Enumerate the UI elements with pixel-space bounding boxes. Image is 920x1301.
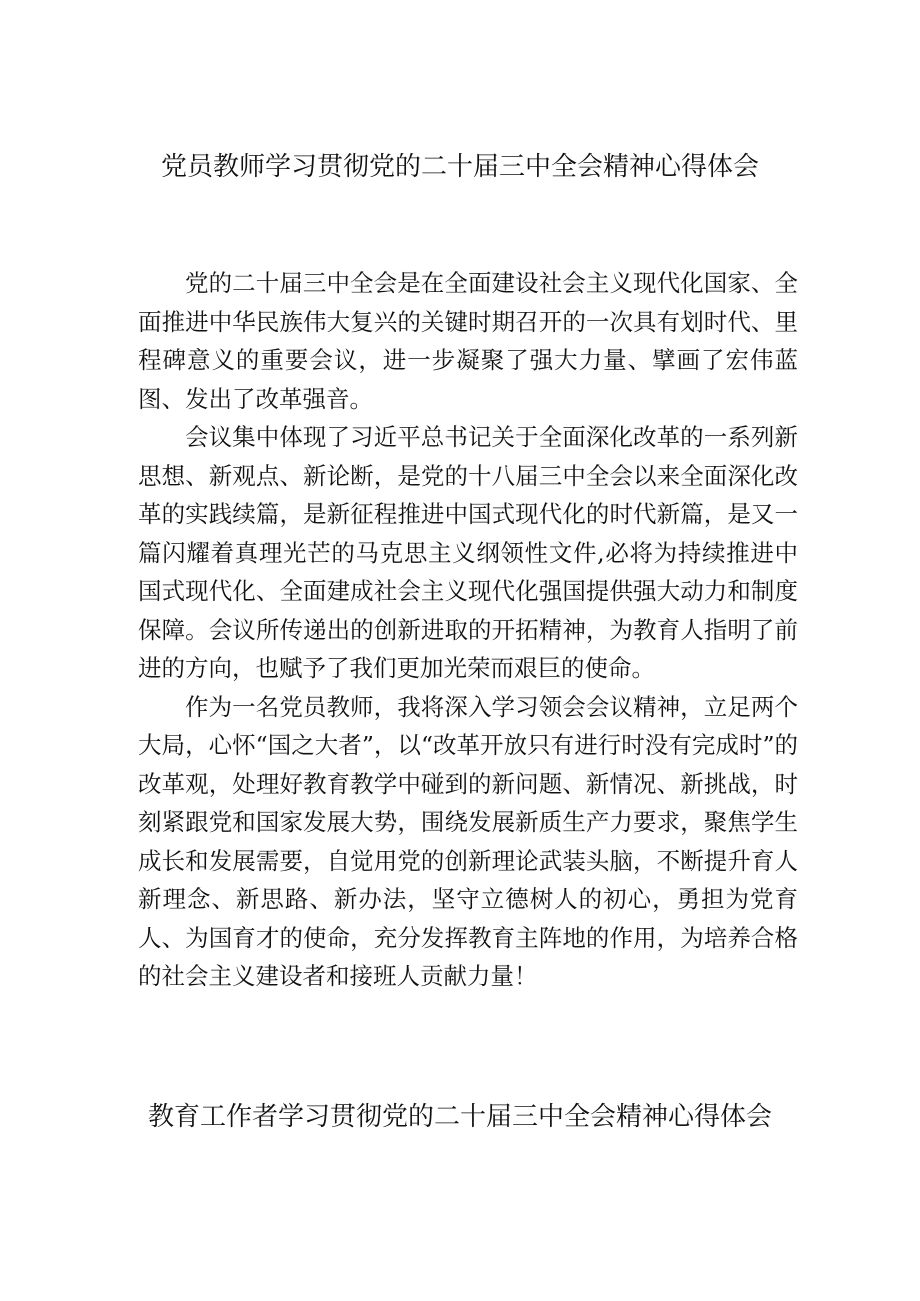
paragraph-1: 党的二十届三中全会是在全面建设社会主义现代化国家、全面推进中华民族伟大复兴的关键时期召开的一次具有划时代、里程碑意义的重要会议，进一步凝聚了强大力量、擘画了宏伟蓝图、发出了改革强音。 — [138, 269, 798, 413]
paragraph-2: 会议集中体现了习近平总书记关于全面深化改革的一系列新思想、新观点、新论断，是党的十八届三中全会以来全面深化改革的实践续篇，是新征程推进中国式现代化的时代新篇，是又一篇闪耀着真理光芒的马克思主义纲领性文件,必将为持续推进中国式现代化、全面建成社会主义现代化强国提供强大动力和制度保障。会议所传递出的创新进取的开拓精神，为教育人指明了前进的方向，也赋予了我们更加光荣而艰巨的使命。 — [138, 423, 798, 682]
document-title: 党员教师学习贯彻党的二十届三中全会精神心得体会 — [160, 152, 759, 182]
paragraph-3: 作为一名党员教师，我将深入学习领会会议精神，立足两个大局，心怀“国之大者”，以“改革开放只有进行时没有完成时”的改革观，处理好教育教学中碰到的新问题、新情况、新挑战，时刻紧跟党和国家发展大势，围绕发展新质生产力要求，聚焦学生成长和发展需要，自觉用党的创新理论武装头脑，不断提升育人新理念、新思路、新办法，坚守立德树人的初心，勇担为党育人、为国育才的使命，充分发挥教育主阵地的作用，为培养合格的社会主义建设者和接班人贡献力量！ — [138, 692, 798, 990]
second-document-title: 教育工作者学习贯彻党的二十届三中全会精神心得体会 — [147, 1102, 772, 1132]
document-body — [138, 264, 798, 996]
